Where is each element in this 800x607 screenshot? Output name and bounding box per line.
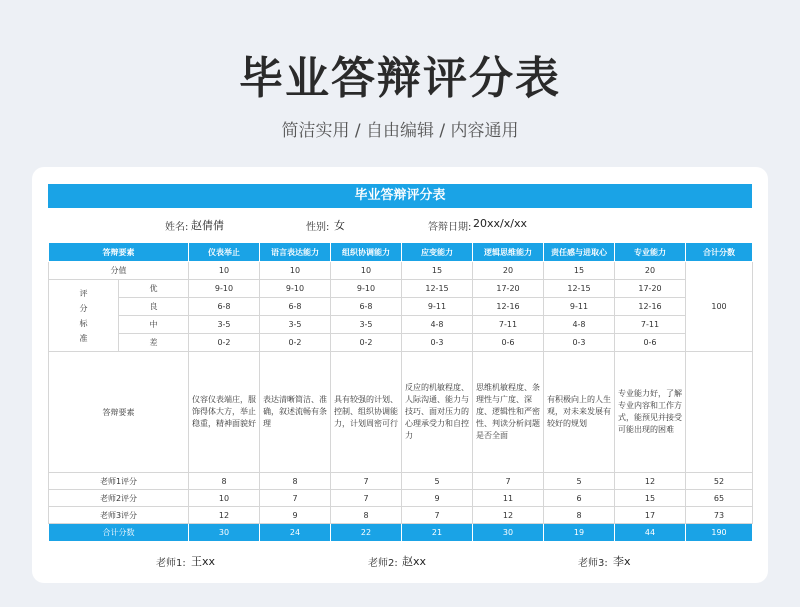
score-value[interactable]: 15 — [402, 262, 473, 280]
teacher-score-row — [49, 507, 753, 524]
teacher-score-label: 老师1评分 — [49, 473, 189, 490]
sheet-card — [32, 167, 768, 583]
teacher-score[interactable]: 5 — [544, 473, 615, 490]
grade-row — [49, 316, 753, 334]
page-title: 毕业答辩评分表 — [239, 53, 561, 104]
teacher-score-row — [49, 490, 753, 507]
teacher-score[interactable]: 7 — [331, 473, 402, 490]
teacher2-name[interactable]: 赵xx — [402, 555, 427, 568]
date-value[interactable]: 20xx/x/xx — [473, 217, 527, 230]
teacher3-name[interactable]: 李x — [613, 555, 631, 568]
header-criterion: 应变能力 — [402, 243, 473, 262]
header-criterion: 组织协调能力 — [331, 243, 402, 262]
grade-range[interactable]: 0-6 — [473, 334, 544, 352]
score-label: 分值 — [49, 262, 189, 280]
signature-row — [48, 542, 752, 572]
teacher-score[interactable]: 8 — [544, 507, 615, 524]
grade-label: 良 — [119, 298, 189, 316]
page-subtitle: 简洁实用 / 自由编辑 / 内容通用 — [281, 121, 519, 141]
header-criterion: 仪表举止 — [189, 243, 260, 262]
score-value[interactable]: 10 — [260, 262, 331, 280]
header-total: 合计分数 — [686, 243, 753, 262]
teacher-score[interactable]: 12 — [615, 473, 686, 490]
teacher-score[interactable]: 7 — [331, 490, 402, 507]
score-value[interactable]: 10 — [189, 262, 260, 280]
total-value: 44 — [615, 524, 686, 542]
requirement-row — [49, 352, 753, 473]
requirement-text[interactable]: 有积极向上的人生观，对未来发展有较好的规划 — [544, 352, 615, 473]
grade-row — [49, 298, 753, 316]
requirement-text[interactable]: 表达清晰简洁、准确，叙述流畅有条理 — [260, 352, 331, 473]
grade-range[interactable]: 4-8 — [402, 316, 473, 334]
grade-range[interactable]: 3-5 — [331, 316, 402, 334]
gender-label: 性别: — [306, 222, 330, 233]
teacher-score-label: 老师3评分 — [49, 507, 189, 524]
teacher1-name[interactable]: 王xx — [191, 555, 216, 568]
date-label: 答辩日期: — [428, 222, 472, 233]
grade-range[interactable]: 9-10 — [189, 280, 260, 298]
grade-range[interactable]: 0-3 — [402, 334, 473, 352]
requirement-text[interactable]: 专业能力好，了解专业内容和工作方式，能预见并接受可能出现的困难 — [615, 352, 686, 473]
teacher-total[interactable]: 52 — [686, 473, 753, 490]
requirement-text[interactable]: 仪容仪表端庄，服饰得体大方，举止稳重，精神面貌好 — [189, 352, 260, 473]
teacher-score[interactable]: 8 — [189, 473, 260, 490]
total-value: 30 — [473, 524, 544, 542]
grade-range[interactable]: 9-11 — [402, 298, 473, 316]
teacher2-label: 老师2: — [368, 558, 398, 569]
header-criterion: 逻辑思维能力 — [473, 243, 544, 262]
grade-range[interactable]: 12-16 — [615, 298, 686, 316]
score-value[interactable]: 15 — [544, 262, 615, 280]
requirement-text[interactable]: 具有较强的计划、控制、组织协调能力，计划周密可行 — [331, 352, 402, 473]
grade-range[interactable]: 7-11 — [473, 316, 544, 334]
total-row — [49, 524, 753, 542]
grade-range[interactable]: 12-15 — [544, 280, 615, 298]
standard-total[interactable]: 100 — [686, 262, 753, 352]
teacher-total[interactable]: 73 — [686, 507, 753, 524]
grade-range[interactable]: 9-10 — [260, 280, 331, 298]
teacher-score-label: 老师2评分 — [49, 490, 189, 507]
score-value[interactable]: 20 — [473, 262, 544, 280]
teacher-score[interactable]: 12 — [189, 507, 260, 524]
teacher-score[interactable]: 5 — [402, 473, 473, 490]
name-value[interactable]: 赵倩倩 — [191, 219, 224, 232]
grade-range[interactable]: 7-11 — [615, 316, 686, 334]
grade-range[interactable]: 12-16 — [473, 298, 544, 316]
teacher-score[interactable]: 9 — [402, 490, 473, 507]
grand-total: 190 — [686, 524, 753, 542]
grade-label: 差 — [119, 334, 189, 352]
grade-range[interactable]: 9-11 — [544, 298, 615, 316]
teacher-score[interactable]: 11 — [473, 490, 544, 507]
header-criterion: 专业能力 — [615, 243, 686, 262]
grade-row — [49, 280, 753, 298]
total-value: 30 — [189, 524, 260, 542]
requirement-text[interactable]: 反应的机敏程度、人际沟通、能力与技巧、面对压力的心理承受力和自控力 — [402, 352, 473, 473]
teacher-score[interactable]: 17 — [615, 507, 686, 524]
score-sheet — [48, 184, 752, 572]
teacher3-label: 老师3: — [578, 558, 608, 569]
grade-range[interactable]: 0-2 — [331, 334, 402, 352]
grade-label: 优 — [119, 280, 189, 298]
grade-range[interactable]: 0-2 — [260, 334, 331, 352]
gender-value[interactable]: 女 — [334, 219, 345, 232]
teacher-total[interactable]: 65 — [686, 490, 753, 507]
standard-label-text: 评分标准 — [79, 288, 88, 343]
grade-range[interactable]: 9-10 — [331, 280, 402, 298]
header-item: 答辩要素 — [49, 243, 189, 262]
score-table — [48, 242, 753, 542]
grade-range[interactable]: 6-8 — [189, 298, 260, 316]
requirement-text[interactable]: 思维机敏程度、条理性与广度、深度、逻辑性和严密性、判读分析问题是否全面 — [473, 352, 544, 473]
teacher-score[interactable]: 15 — [615, 490, 686, 507]
grade-range[interactable]: 12-15 — [402, 280, 473, 298]
total-value: 19 — [544, 524, 615, 542]
teacher-score[interactable]: 10 — [189, 490, 260, 507]
total-value: 22 — [331, 524, 402, 542]
grade-row — [49, 334, 753, 352]
header-row — [49, 243, 753, 262]
grade-range[interactable]: 17-20 — [473, 280, 544, 298]
grade-range[interactable]: 6-8 — [331, 298, 402, 316]
score-value[interactable]: 10 — [331, 262, 402, 280]
standard-label — [49, 280, 119, 352]
grade-label: 中 — [119, 316, 189, 334]
header-criterion: 语言表达能力 — [260, 243, 331, 262]
grade-range[interactable]: 0-2 — [189, 334, 260, 352]
total-value: 21 — [402, 524, 473, 542]
score-value[interactable]: 20 — [615, 262, 686, 280]
teacher-score[interactable]: 7 — [260, 490, 331, 507]
teacher-score[interactable]: 6 — [544, 490, 615, 507]
teacher-score[interactable]: 7 — [402, 507, 473, 524]
sheet-banner: 毕业答辩评分表 — [48, 184, 752, 208]
grade-range[interactable]: 17-20 — [615, 280, 686, 298]
teacher-score[interactable]: 9 — [260, 507, 331, 524]
grade-range[interactable]: 6-8 — [260, 298, 331, 316]
grade-range[interactable]: 0-6 — [615, 334, 686, 352]
grade-range[interactable]: 3-5 — [260, 316, 331, 334]
requirement-label: 答辩要素 — [49, 352, 189, 473]
teacher-score[interactable]: 8 — [260, 473, 331, 490]
total-value: 24 — [260, 524, 331, 542]
grade-range[interactable]: 0-3 — [544, 334, 615, 352]
header-criterion: 责任感与进取心 — [544, 243, 615, 262]
teacher-score[interactable]: 8 — [331, 507, 402, 524]
teacher1-label: 老师1: — [156, 558, 186, 569]
score-value-row — [49, 262, 753, 280]
grade-range[interactable]: 4-8 — [544, 316, 615, 334]
name-label: 姓名: — [165, 222, 189, 233]
student-info — [48, 208, 752, 242]
teacher-score-row — [49, 473, 753, 490]
requirement-blank — [686, 352, 753, 473]
grade-range[interactable]: 3-5 — [189, 316, 260, 334]
teacher-score[interactable]: 7 — [473, 473, 544, 490]
teacher-score[interactable]: 12 — [473, 507, 544, 524]
total-label: 合计分数 — [49, 524, 189, 542]
